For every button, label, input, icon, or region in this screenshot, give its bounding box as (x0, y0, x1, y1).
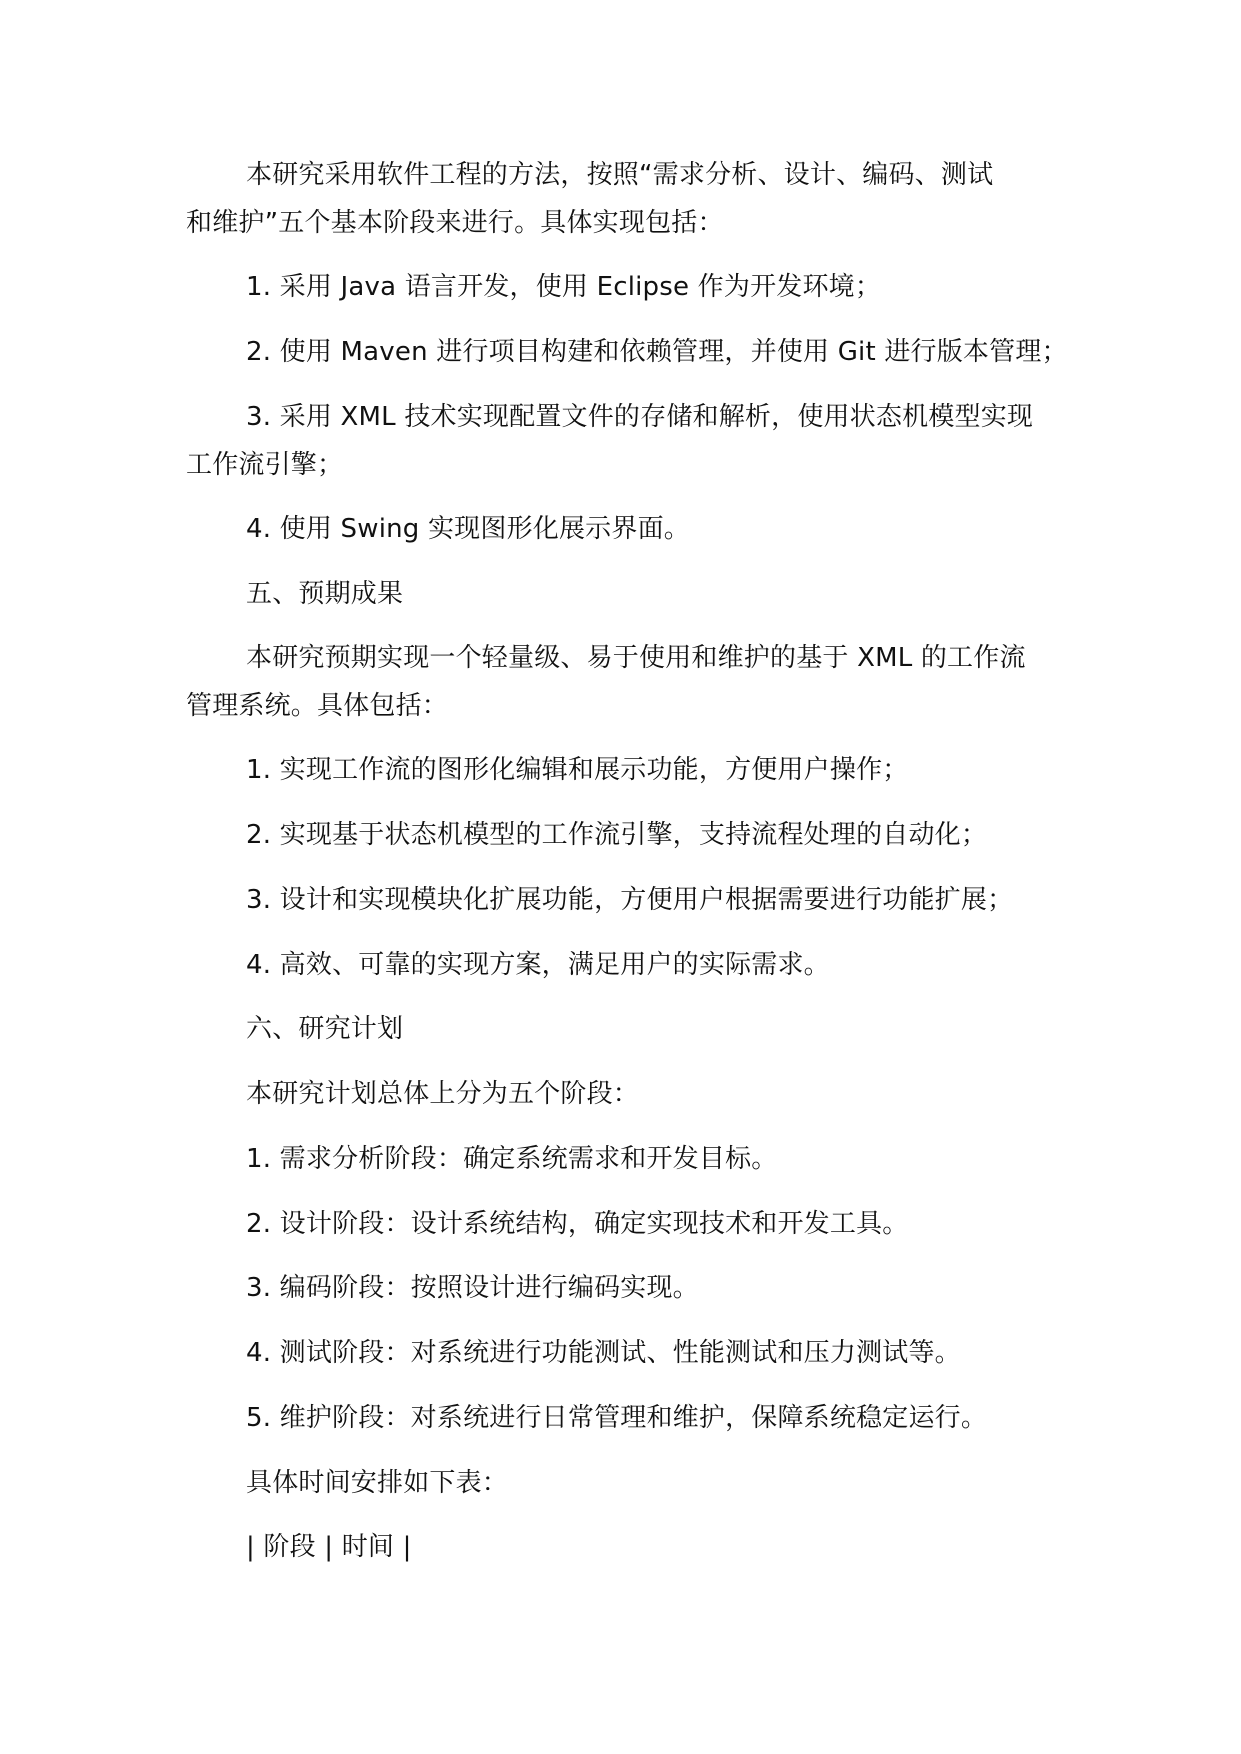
paragraph-expected-line-2: 管理系统。具体包括： (186, 691, 449, 721)
paragraph-schedule-intro: 具体时间安排如下表： (246, 1468, 509, 1498)
schedule-table-header: | 阶段 | 时间 | (246, 1532, 412, 1562)
paragraph-plan-intro: 本研究计划总体上分为五个阶段： (246, 1079, 640, 1109)
plan-item-1: 1. 需求分析阶段：确定系统需求和开发目标。 (246, 1144, 778, 1174)
result-item-2: 2. 实现基于状态机模型的工作流引擎，支持流程处理的自动化； (246, 820, 988, 850)
result-item-4: 4. 高效、可靠的实现方案，满足用户的实际需求。 (246, 950, 830, 980)
impl-item-3-line-1: 3. 采用 XML 技术实现配置文件的存储和解析，使用状态机模型实现 (246, 402, 1034, 432)
impl-item-2: 2. 使用 Maven 进行项目构建和依赖管理，并使用 Git 进行版本管理； (246, 337, 1068, 367)
plan-item-2: 2. 设计阶段：设计系统结构，确定实现技术和开发工具。 (246, 1209, 909, 1239)
section-heading-expected-results: 五、预期成果 (246, 579, 404, 609)
result-item-3: 3. 设计和实现模块化扩展功能，方便用户根据需要进行功能扩展； (246, 885, 1014, 915)
paragraph-method-line-2: 和维护”五个基本阶段来进行。具体实现包括： (186, 208, 724, 238)
plan-item-4: 4. 测试阶段：对系统进行功能测试、性能测试和压力测试等。 (246, 1338, 961, 1368)
impl-item-3-line-2: 工作流引擎； (186, 450, 344, 480)
plan-item-5: 5. 维护阶段：对系统进行日常管理和维护，保障系统稳定运行。 (246, 1403, 988, 1433)
paragraph-method-line-1: 本研究采用软件工程的方法，按照“需求分析、设计、编码、测试 (246, 160, 994, 190)
impl-item-4: 4. 使用 Swing 实现图形化展示界面。 (246, 514, 690, 544)
section-heading-research-plan: 六、研究计划 (246, 1014, 404, 1044)
result-item-1: 1. 实现工作流的图形化编辑和展示功能，方便用户操作； (246, 755, 909, 785)
paragraph-expected-line-1: 本研究预期实现一个轻量级、易于使用和维护的基于 XML 的工作流 (246, 643, 1026, 673)
impl-item-1: 1. 采用 Java 语言开发，使用 Eclipse 作为开发环境； (246, 272, 882, 302)
plan-item-3: 3. 编码阶段：按照设计进行编码实现。 (246, 1273, 699, 1303)
